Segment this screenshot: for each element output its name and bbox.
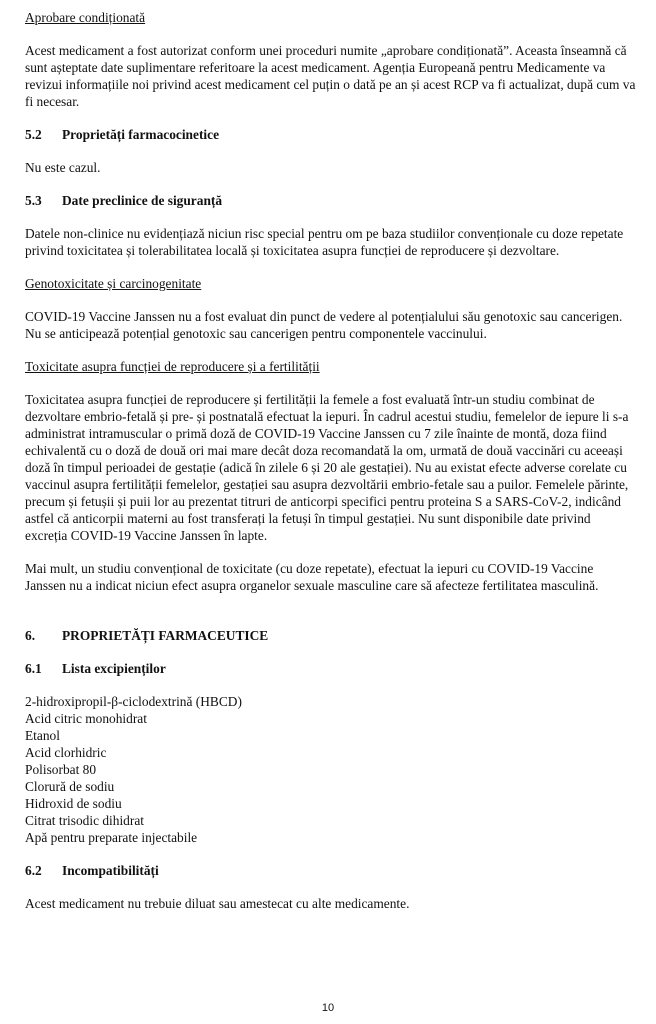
- section-title: Incompatibilități: [62, 863, 159, 878]
- section-5-3-heading: [25, 192, 636, 209]
- section-5-2-text: Nu este cazul.: [25, 160, 101, 175]
- conditional-approval-heading: Aprobare condiționată: [25, 10, 146, 25]
- genotoxicity-text: COVID-19 Vaccine Janssen nu a fost evaluat din punct de vedere al potențialului său genotoxic sau cancerigen. Nu se anticipează potențial genotoxic sau cancerigen pentru componentele vaccinului.: [25, 309, 623, 341]
- list-item: Acid clorhidric: [25, 745, 107, 760]
- section-6-2-heading: [25, 862, 636, 879]
- section-title: Date preclinice de siguranță: [62, 193, 223, 208]
- section-6-heading: [25, 627, 636, 644]
- male-fertility-text: Mai mult, un studiu convențional de toxicitate (cu doze repetate), efectuat la iepuri cu COVID-19 Vaccine Janssen nu a indicat niciun efect asupra organelor sexuale masculine care să afecteze fertilitatea masculină.: [25, 561, 599, 593]
- list-item: Citrat trisodic dihidrat: [25, 813, 145, 828]
- list-item: Etanol: [25, 728, 60, 743]
- section-title: PROPRIETĂȚI FARMACEUTICE: [62, 628, 269, 643]
- reproductive-toxicity-text: Toxicitatea asupra funcției de reproducere și fertilității la femele a fost evaluată într-un studiu combinat de dezvoltare embrio-fetală și pre- și postnatală efectuat la iepuri. În cadrul acestui studiu, femelelor de iepure li s-a administrat intramuscular o primă doză de COVID-19 Vaccine Janssen cu 7 zile înainte de montă, doza fiind echivalentă cu o doză de două ori mai mare decât doza recomandată la om, urmată de două vaccinări cu aceeași doză în timpul perioadei de gestație (adică în zilele 6 și 20 ale gestației). Nu au existat efecte adverse corelate cu vaccinul asupra fertilității femelelor, gestației sau asupra dezvoltării embrio-fetale sau a puilor. Femelele părinte, precum și fetușii și puii lor au prezentat titruri de anticorpi specifici pentru proteina S a SARS-CoV-2, indicând astfel că anticorpii materni au fost transferați la fetuși în timpul gestației. Nu sunt disponibile date privind excreția COVID-19 Vaccine Janssen în lapte.: [25, 392, 629, 543]
- conditional-approval-text: Acest medicament a fost autorizat conform unei proceduri numite „aprobare condiționată”. Aceasta înseamnă că sunt așteptate date suplimentare referitoare la acest medicament. Agenția Europeană pentru Medicamente va revizui informațiile noi privind acest medicament cel puțin o dată pe an și acest RCP va fi actualizat, după cum va fi necesar.: [25, 43, 636, 109]
- list-item: Clorură de sodiu: [25, 779, 115, 794]
- section-title: Lista excipienților: [62, 661, 166, 676]
- list-item: Polisorbat 80: [25, 762, 97, 777]
- section-5-2-heading: [25, 126, 636, 143]
- section-6-2-text: Acest medicament nu trebuie diluat sau amestecat cu alte medicamente.: [25, 896, 410, 911]
- section-title: Proprietăți farmacocinetice: [62, 127, 220, 142]
- list-item: Acid citric monohidrat: [25, 711, 147, 726]
- section-6-1-heading: [25, 660, 636, 677]
- section-number: 6.1: [25, 661, 42, 676]
- section-number: 6.2: [25, 863, 42, 878]
- list-item: 2-hidroxipropil-β-ciclodextrină (HBCD): [25, 694, 242, 709]
- page-number: 10: [321, 1002, 335, 1014]
- section-number: 5.2: [25, 127, 42, 142]
- section-number: 6.: [25, 628, 36, 643]
- excipients-list: [25, 693, 636, 846]
- list-item: Apă pentru preparate injectabile: [25, 830, 198, 845]
- list-item: Hidroxid de sodiu: [25, 796, 122, 811]
- section-number: 5.3: [25, 193, 42, 208]
- reproductive-toxicity-heading: Toxicitate asupra funcției de reproducere și a fertilității: [25, 359, 320, 374]
- genotoxicity-heading: Genotoxicitate și carcinogenitate: [25, 276, 202, 291]
- section-5-3-text: Datele non-clinice nu evidențiază niciun risc special pentru om pe baza studiilor convenționale cu doze repetate privind toxicitatea și tolerabilitatea locală și toxicitatea asupra funcției de reproducere și dezvoltare.: [25, 226, 624, 258]
